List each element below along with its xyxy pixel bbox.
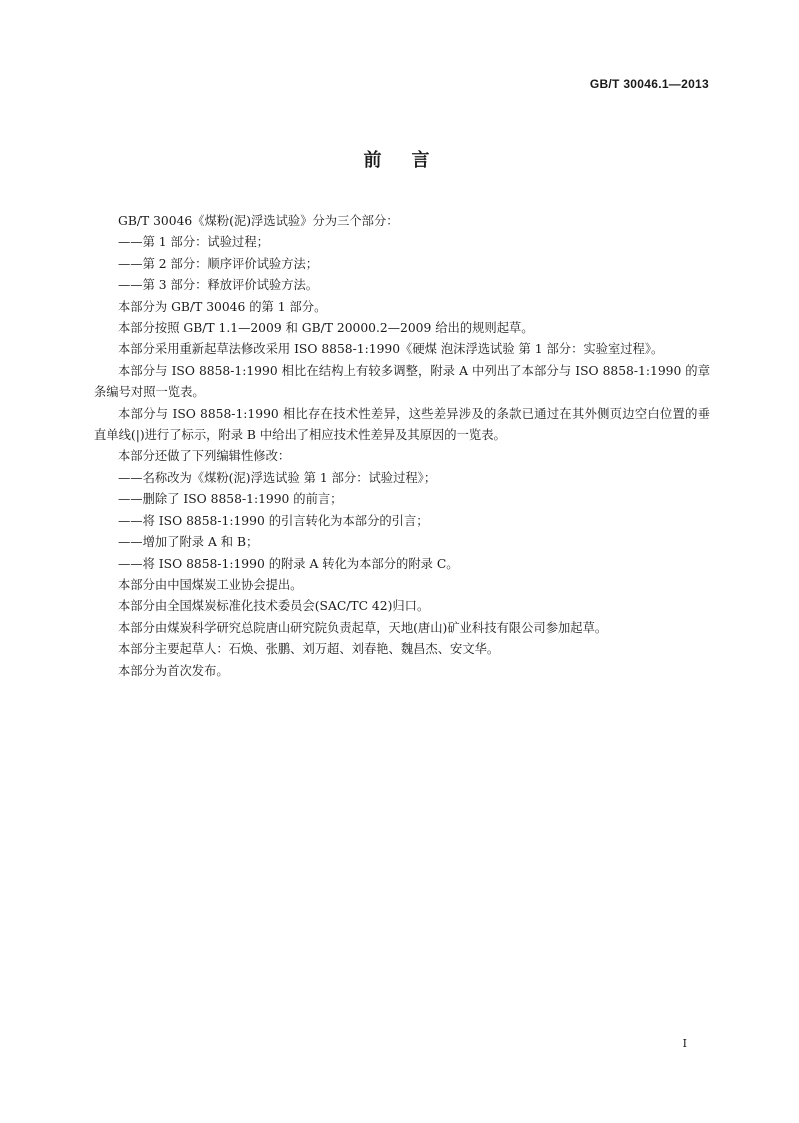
page-title: 前言 <box>363 150 460 171</box>
standard-code: GB/T 30046.1—2013 <box>589 77 709 91</box>
page-number: I <box>682 1037 687 1050</box>
list-item-editorial-2: ——删除了 ISO 8858-1:1990 的前言； <box>118 492 343 507</box>
paragraph-adoption: 本部分采用重新起草法修改采用 ISO 8858-1:1990《硬煤 泡沫浮选试验 第 1 部分：实验室过程》。 <box>118 342 664 357</box>
paragraph-drafted-by: 本部分由煤炭科学研究总院唐山研究院负责起草，天地(唐山)矿业科技有限公司参加起草。 <box>118 620 608 635</box>
list-item-editorial-4: ——增加了附录 A 和 B； <box>118 535 259 550</box>
list-item-editorial-3: ——将 ISO 8858-1:1990 的引言转化为本部分的引言； <box>118 513 429 528</box>
list-item-part-3: ——第 3 部分：释放评价试验方法。 <box>118 278 319 293</box>
paragraph-editorial-intro: 本部分还做了下列编辑性修改： <box>118 449 291 464</box>
paragraph-drafters: 本部分主要起草人：石焕、张鹏、刘万超、刘春艳、魏昌杰、安文华。 <box>118 642 500 657</box>
foreword-body <box>94 211 710 682</box>
paragraph-this-part: 本部分为 GB/T 30046 的第 1 部分。 <box>118 299 327 314</box>
list-item-part-2: ——第 2 部分：顺序评价试验方法； <box>118 256 319 271</box>
paragraph-drafting-rules: 本部分按照 GB/T 1.1—2009 和 GB/T 20000.2—2009 给出的规则起草。 <box>118 321 534 336</box>
paragraph-parts-intro: GB/T 30046《煤粉(泥)浮选试验》分为三个部分： <box>118 214 399 228</box>
paragraph-technical-differences: 本部分与 ISO 8858-1:1990 相比存在技术性差异，这些差异涉及的条款已通过在其外侧页边空白位置的垂直单线(|)进行了标示，附录 B 中给出了相应技术性差异及其原因的一览表。 <box>94 406 710 443</box>
paragraph-first-release: 本部分为首次发布。 <box>118 663 229 678</box>
list-item-editorial-5: ——将 ISO 8858-1:1990 的附录 A 转化为本部分的附录 C。 <box>118 556 459 571</box>
paragraph-proposed-by: 本部分由中国煤炭工业协会提出。 <box>118 577 303 592</box>
paragraph-under-jurisdiction: 本部分由全国煤炭标准化技术委员会(SAC/TC 42)归口。 <box>118 599 430 614</box>
list-item-part-1: ——第 1 部分：试验过程； <box>118 235 269 250</box>
paragraph-structure-changes: 本部分与 ISO 8858-1:1990 相比在结构上有较多调整，附录 A 中列出了本部分与 ISO 8858-1:1990 的章条编号对照一览表。 <box>94 363 710 400</box>
list-item-editorial-1: ——名称改为《煤粉(泥)浮选试验 第 1 部分：试验过程》； <box>118 470 437 485</box>
